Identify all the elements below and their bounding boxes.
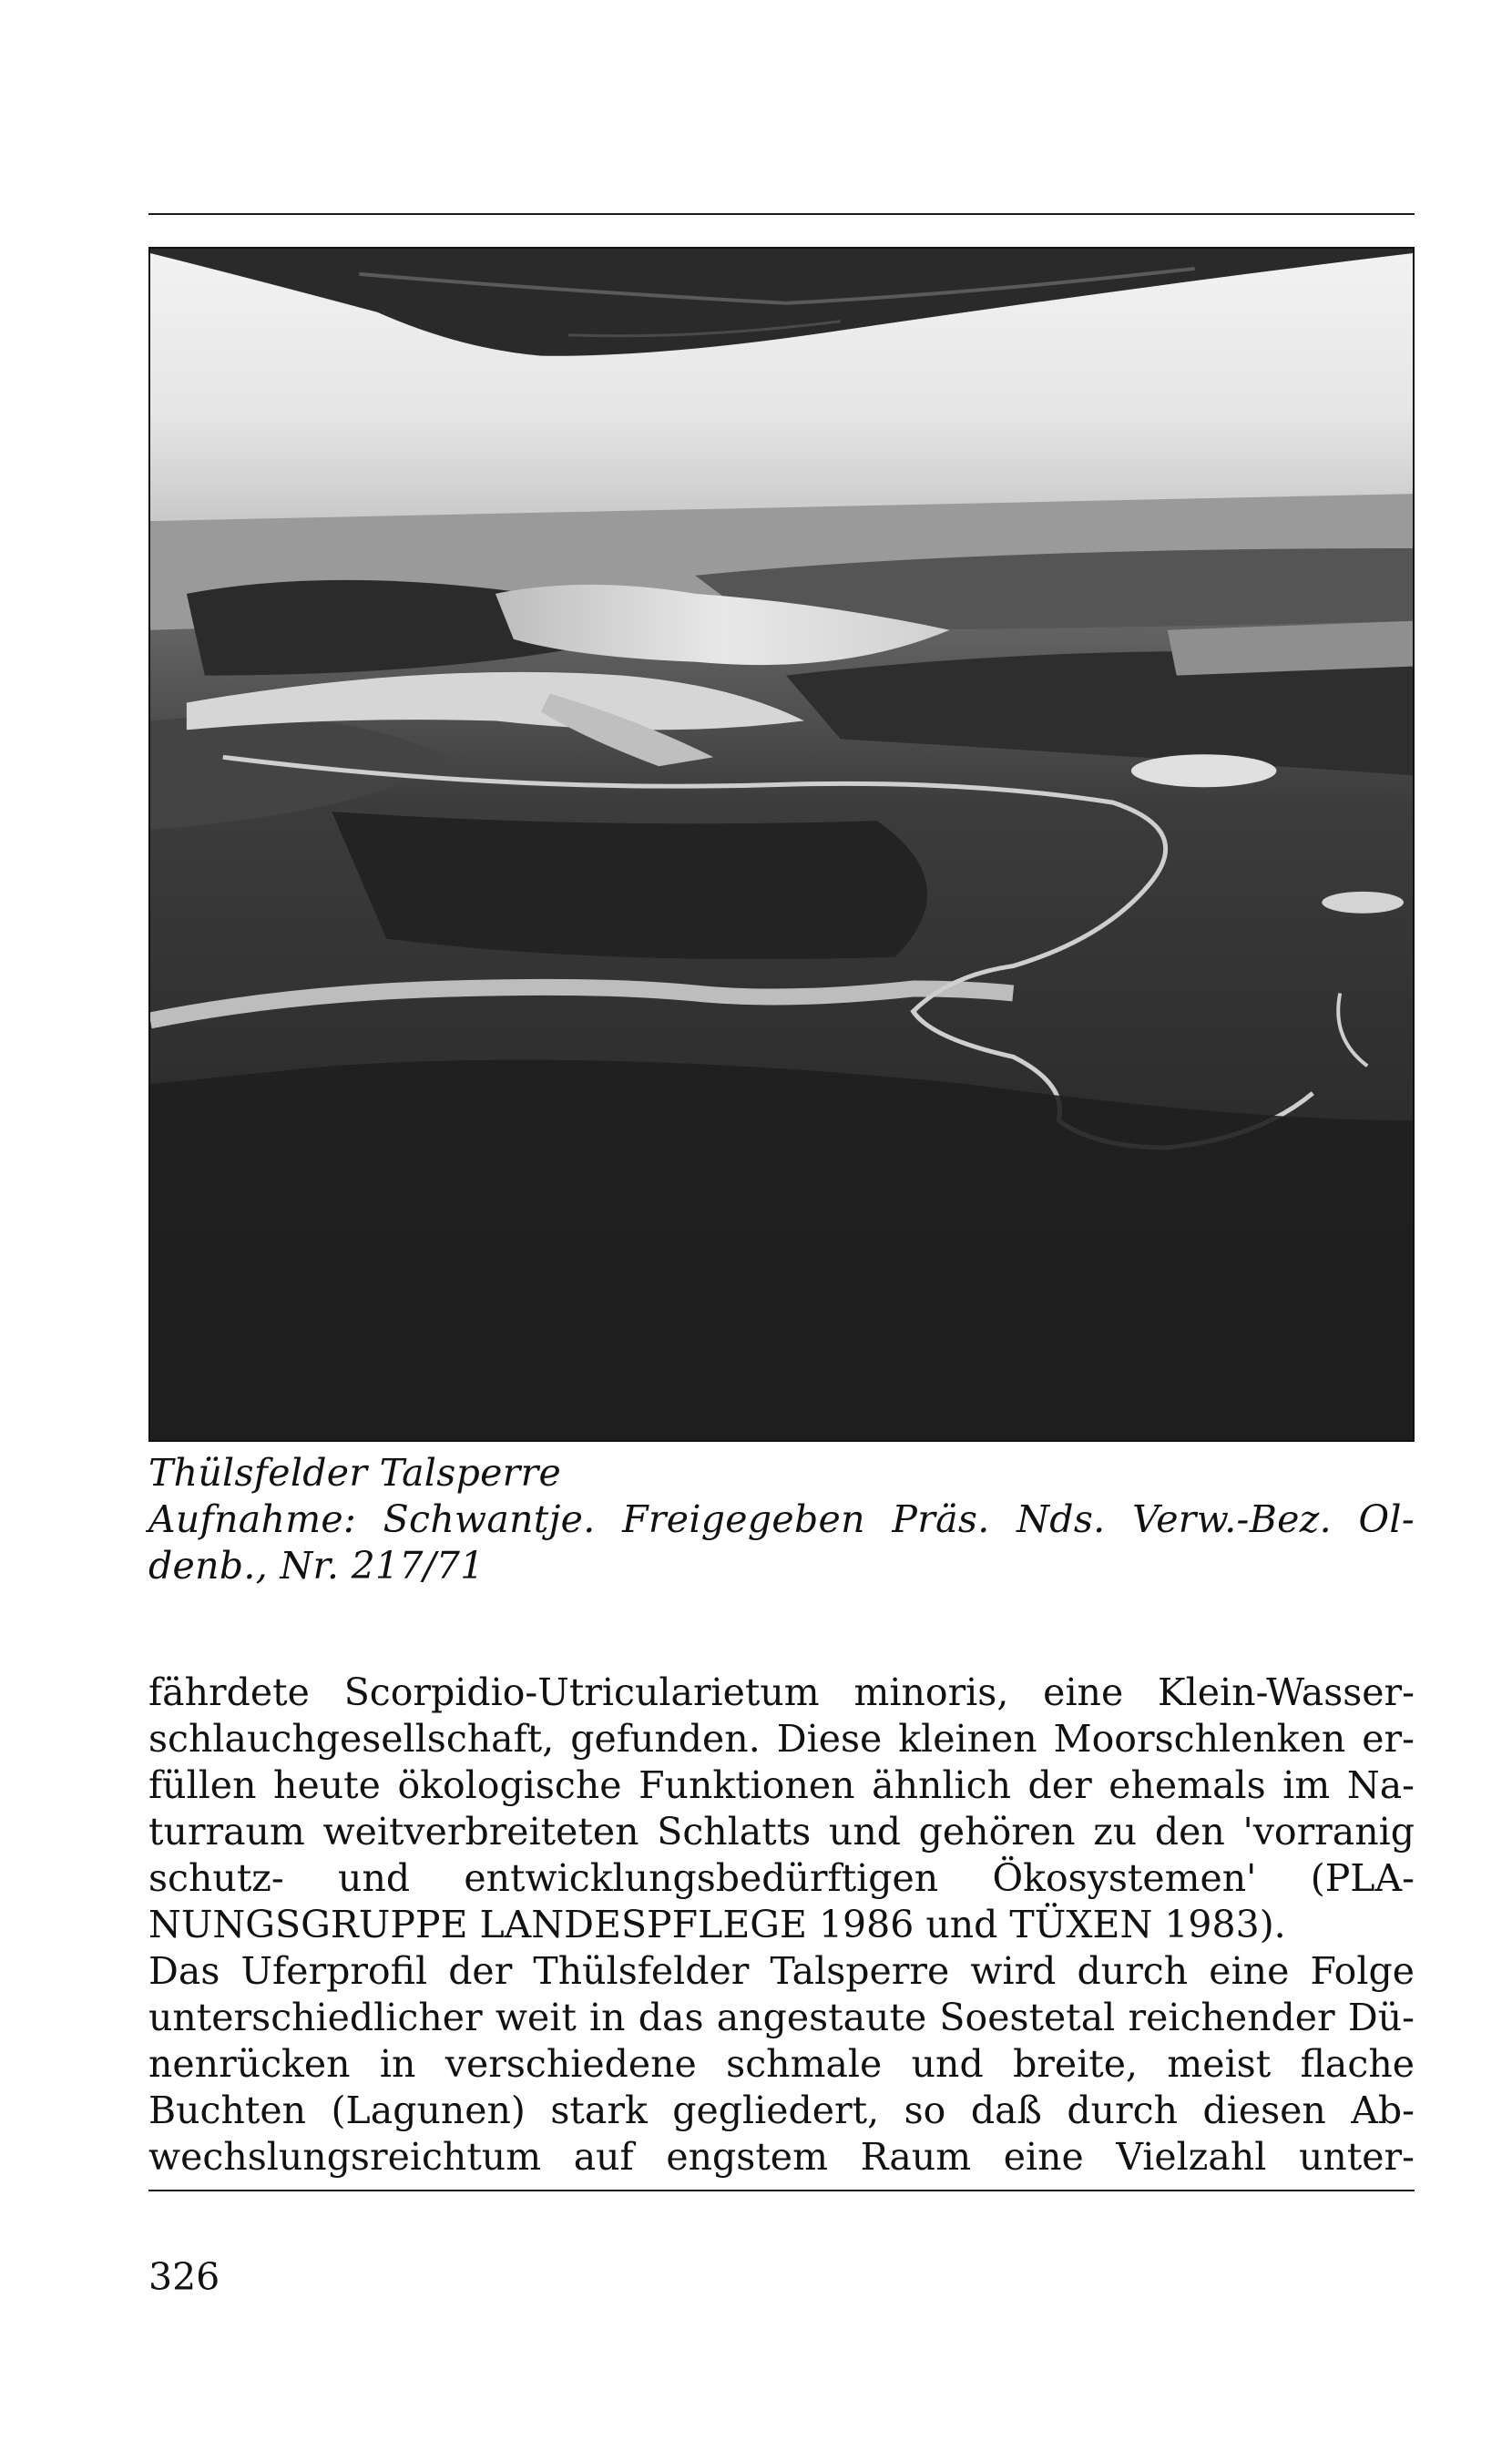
aerial-photo-illustration bbox=[150, 249, 1413, 1440]
body-line: turraum weitverbreiteten Schlatts und gehören zu den 'vorranig bbox=[148, 1810, 1415, 1854]
caption-title: Thülsfelder Talsperre bbox=[148, 1451, 562, 1495]
top-rule bbox=[148, 213, 1415, 215]
aerial-photo bbox=[148, 247, 1415, 1442]
bottom-rule bbox=[148, 2190, 1415, 2191]
body-line: schutz- und entwicklungsbedürftigen Ökosystemen' (PLA- bbox=[148, 1856, 1415, 1900]
body-line: fährdete Scorpidio-Utricularietum minoris, eine Klein-Wasser- bbox=[148, 1670, 1415, 1714]
body-line: unterschiedlicher weit in das angestaute Soestetal reichender Dü- bbox=[148, 1996, 1415, 2039]
caption-credit: Aufnahme: Schwantje. Freigegeben Präs. Nds. Verw.-Bez. Ol- bbox=[148, 1497, 1415, 1541]
body-line: füllen heute ökologische Funktionen ähnlich der ehemals im Na- bbox=[148, 1763, 1415, 1807]
figure-caption bbox=[148, 1450, 1415, 1589]
body-line: NUNGSGRUPPE LANDESPFLEGE 1986 und TÜXEN 1983). bbox=[148, 1903, 1286, 1946]
body-paragraph bbox=[148, 1670, 1415, 2181]
body-line: nenrücken in verschiedene schmale und breite, meist flache bbox=[148, 2042, 1415, 2086]
body-line: schlauchgesellschaft, gefunden. Diese kleinen Moorschlenken er- bbox=[148, 1717, 1415, 1761]
body-line: wechslungsreichtum auf engstem Raum eine Vielzahl unter- bbox=[148, 2135, 1415, 2179]
body-line: Buchten (Lagunen) stark gegliedert, so daß durch diesen Ab- bbox=[148, 2089, 1415, 2132]
body-line: Das Uferprofil der Thülsfelder Talsperre wird durch eine Folge bbox=[148, 1949, 1415, 1993]
caption-credit-continued: denb., Nr. 217/71 bbox=[148, 1544, 485, 1588]
page-number: 326 bbox=[148, 2255, 220, 2299]
